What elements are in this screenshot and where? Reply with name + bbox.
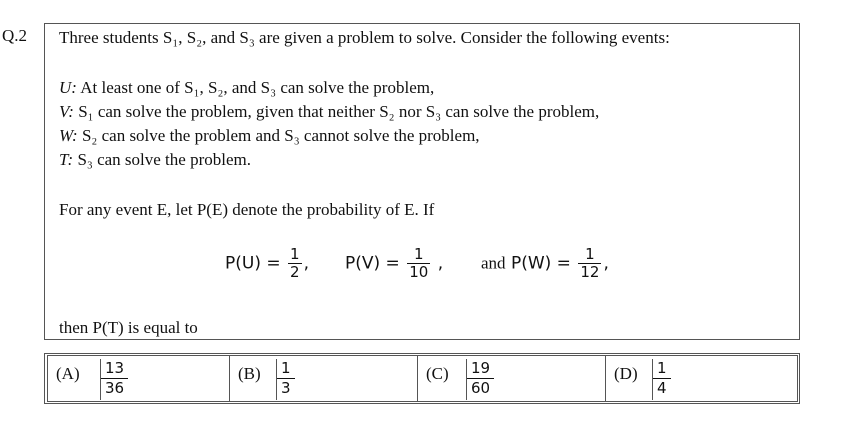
event-u-key: U: — [59, 78, 77, 97]
option-d-fraction — [652, 359, 671, 400]
event-v-key: V: — [59, 102, 74, 121]
option-d-letter: (D) — [614, 364, 638, 383]
question-box — [44, 23, 800, 340]
pu-comma: , — [303, 253, 309, 274]
option-c[interactable] — [417, 355, 606, 402]
pv-numerator: 1 — [413, 245, 424, 263]
conclusion-text: then P(T) is equal to — [59, 318, 198, 337]
option-a-letter: (A) — [56, 364, 80, 383]
option-a-denominator: 36 — [101, 378, 128, 398]
event-v — [59, 102, 599, 122]
pv-comma: , — [437, 253, 444, 274]
option-a[interactable] — [47, 355, 230, 402]
event-u — [59, 78, 434, 98]
given-pu — [225, 246, 309, 281]
option-d-numerator: 1 — [657, 359, 667, 377]
option-a-fraction — [100, 359, 128, 400]
pw-fraction — [578, 246, 601, 281]
event-u-text: At least one of S₁, S₂, and S₃ can solve the problem, — [80, 78, 435, 97]
option-c-denominator: 60 — [467, 378, 494, 398]
pu-denominator: 2 — [290, 263, 300, 281]
event-t — [59, 150, 251, 170]
pv-fraction — [407, 246, 430, 281]
option-c-letter: (C) — [426, 364, 449, 383]
option-a-numerator: 13 — [105, 359, 125, 377]
event-w-key: W: — [59, 126, 78, 145]
event-v-text: S₁ can solve the problem, given that neither S₂ nor S₃ can solve the problem, — [78, 102, 600, 121]
given-pw — [481, 246, 609, 281]
pv-denominator: 10 — [409, 263, 429, 281]
and-text: and — [481, 253, 506, 273]
option-b-letter: (B) — [238, 364, 261, 383]
pw-comma: , — [603, 253, 609, 274]
given-pv — [345, 246, 443, 281]
pv-label: P(V) = — [345, 253, 400, 274]
option-b-numerator: 1 — [281, 359, 291, 377]
event-w-text: S₂ can solve the problem and S₃ cannot solve the problem, — [81, 126, 480, 145]
intro-text: Three students S₁, S₂, and S₃ are given a problem to solve. Consider the following events: — [59, 28, 670, 47]
pw-numerator: 1 — [585, 245, 595, 263]
event-t-key: T: — [59, 150, 74, 169]
event-t-text: S₃ can solve the problem. — [77, 150, 251, 169]
options-row — [44, 353, 800, 404]
definition-text: For any event E, let P(E) denote the probability of E. If — [59, 200, 435, 219]
option-c-numerator: 19 — [471, 359, 491, 377]
option-b-denominator: 3 — [277, 378, 295, 398]
pw-denominator: 12 — [580, 263, 600, 281]
option-d-denominator: 4 — [653, 378, 671, 398]
option-d[interactable] — [605, 355, 798, 402]
question-number: Q.2 — [2, 26, 28, 45]
pu-fraction — [288, 246, 302, 281]
pw-label: P(W) = — [510, 253, 571, 274]
pu-label: P(U) = — [225, 253, 281, 274]
option-b[interactable] — [229, 355, 418, 402]
option-b-fraction — [276, 359, 295, 400]
event-w — [59, 126, 480, 146]
pu-numerator: 1 — [290, 245, 300, 263]
option-c-fraction — [466, 359, 494, 400]
